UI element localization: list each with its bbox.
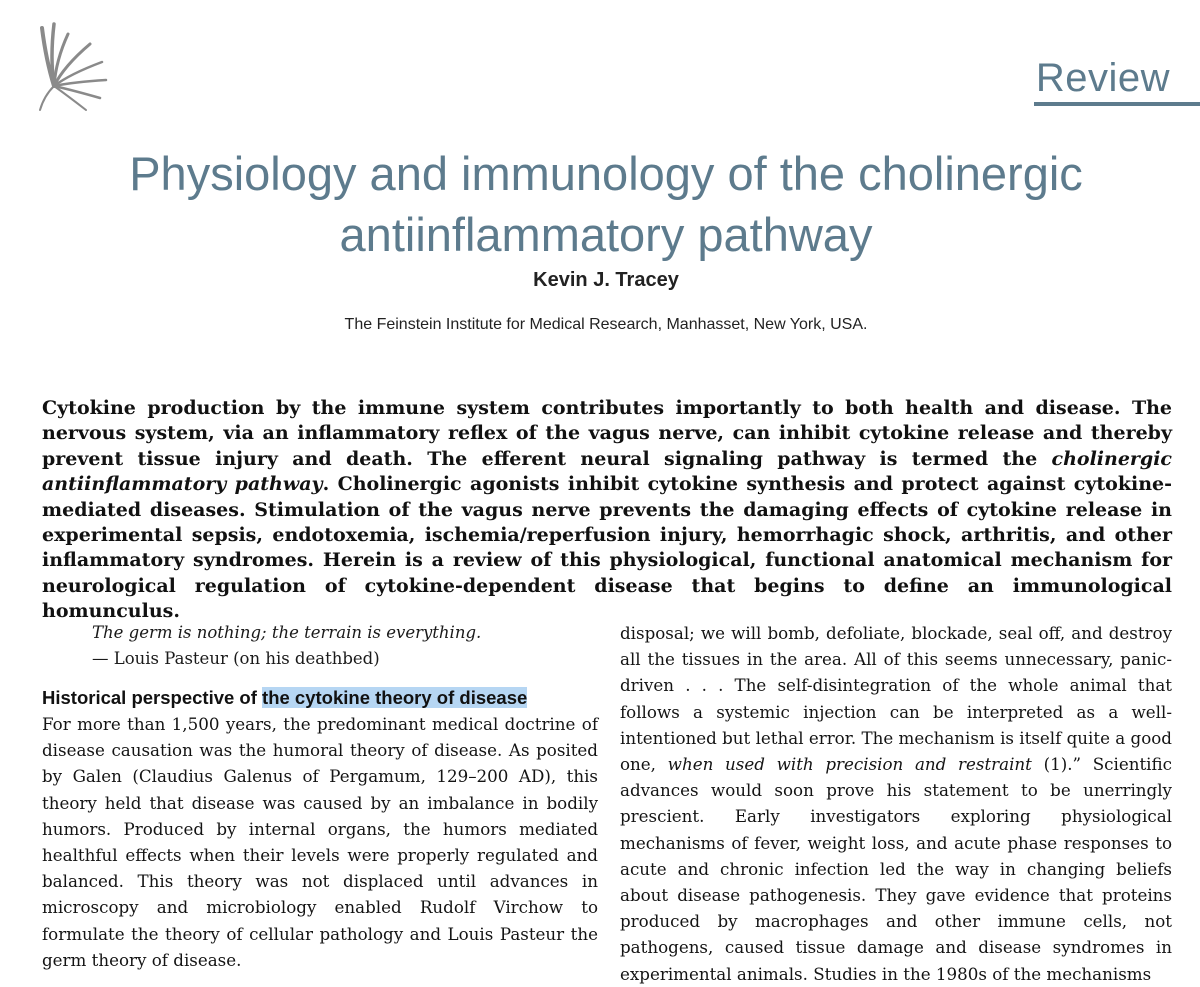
right-text-1: disposal; we will bomb, defoliate, blockade, seal off, and destroy all the tissues in the area. All of this seems unnecessary, panic-driven . . . The self-disintegration of the whole animal that follows a systemic injection can be interpreted as a well-intentioned but lethal error. The mechanism is itself quite a good one, (620, 623, 1172, 775)
article-title: Physiology and immunology of the cholinergic antiinflammatory pathway (129, 147, 1083, 261)
section-heading (42, 685, 598, 711)
abstract-italic-term: cholinergic antiinflammatory pathway (42, 447, 1172, 496)
journal-logo-icon (34, 10, 112, 115)
epigraph (42, 620, 598, 672)
section-heading-highlight[interactable]: the cytokine theory of disease (262, 687, 528, 708)
abstract-text-1: Cytokine production by the immune system contributes importantly to both health and disease. The nervous system, via an inflammatory reflex of the vagus nerve, can inhibit cytokine release and thereby prevent tissue injury and death. The efferent neural signaling pathway is termed the (42, 397, 1172, 470)
section-heading-plain: Historical perspective of (42, 687, 263, 708)
right-text-2: (1).” Scientific advances would soon prove his statement to be unerringly prescient. Early investigators exploring physiological mechanisms of fever, weight loss, and acute phase responses to acute and chronic infection led the way in changing beliefs about disease pathogenesis. They gave evidence that proteins produced by macrophages and other immune cells, not pathogens, caused tissue damage and disease syndromes in experimental animals. Studies in the 1980s of the mechanisms (620, 754, 1172, 984)
epigraph-quote: The germ is nothing; the terrain is everything. (92, 623, 482, 642)
right-column-paragraph (620, 620, 1172, 987)
abstract (42, 396, 1172, 625)
epigraph-attribution: — Louis Pasteur (on his deathbed) (92, 649, 380, 668)
author-affiliation: The Feinstein Institute for Medical Research, Manhasset, New York, USA. (344, 316, 868, 333)
section-rule (1034, 102, 1200, 106)
section-label: Review (1035, 56, 1170, 100)
right-column (620, 620, 1172, 987)
left-column (42, 620, 598, 973)
left-column-paragraph: For more than 1,500 years, the predominant medical doctrine of disease causation was the humoral theory of disease. As posited by Galen (Claudius Galenus of Pergamum, 129–200 AD), this theory held that disease was caused by an imbalance in bodily humors. Produced by internal organs, the humors mediated healthful effects when their levels were properly regulated and balanced. This theory was not displaced until advances in microscopy and microbiology enabled Rudolf Virchow to formulate the theory of cellular pathology and Louis Pasteur the germ theory of disease. (42, 714, 598, 970)
abstract-text-2: . Cholinergic agonists inhibit cytokine synthesis and protect against cytokine-mediated diseases. Stimulation of the vagus nerve prevents the damaging effects of cytokine release in experimental sepsis, endotoxemia, ischemia/reperfusion injury, hemorrhagic shock, arthritis, and other inflammatory syndromes. Herein is a review of this physiological, functional anatomical mechanism for neurological regulation of cytokine-dependent disease that begins to define an immunological homunculus. (42, 473, 1172, 623)
right-italic-phrase: when used with precision and restraint (667, 754, 1032, 775)
author-name: Kevin J. Tracey (533, 269, 679, 291)
